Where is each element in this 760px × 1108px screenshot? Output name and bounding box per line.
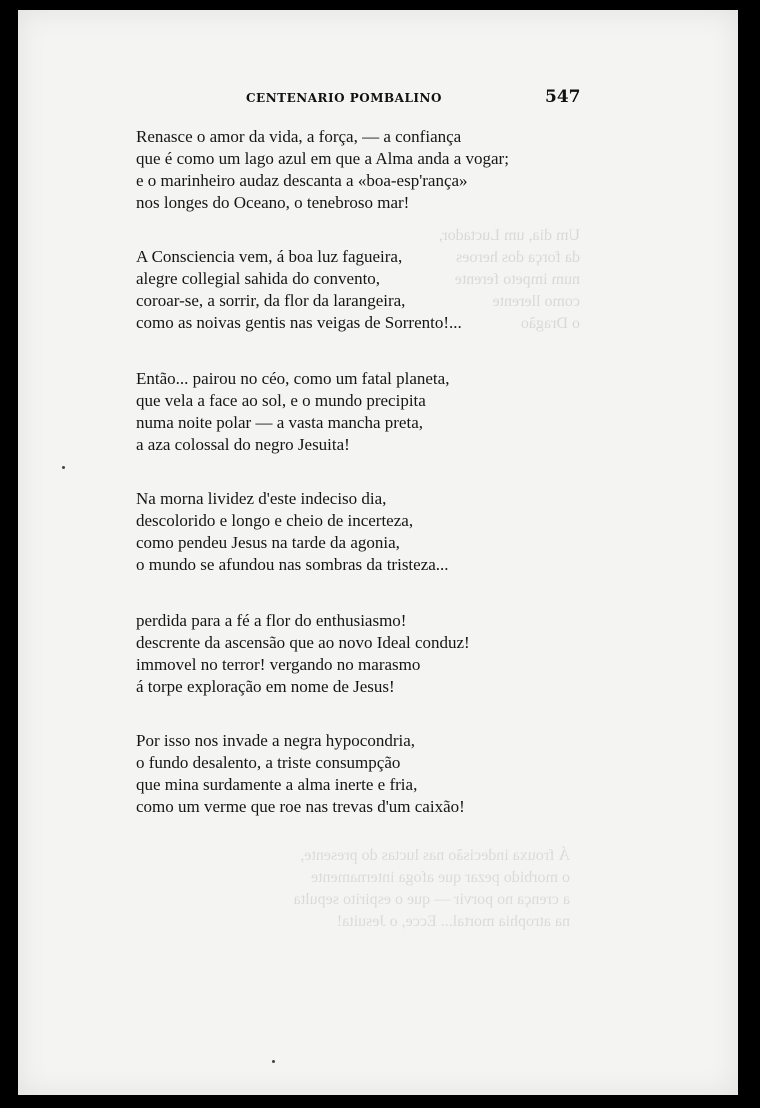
poem-line: que mina surdamente a alma inerte e fria, — [136, 775, 418, 794]
show-through-text-lower: Á frouxa indecisão nas luctas do presente, o morbido pezar que afoga internamente a crença no porvir — que o espirito sepulta na atrophia mortal... Ecce, o Jesuita! — [293, 847, 570, 930]
poem-line: que é como um lago azul em que a Alma anda a vogar; — [136, 149, 509, 168]
stanza — [136, 488, 449, 576]
poem-line: immovel no terror! vergando no marasmo — [136, 655, 421, 674]
scan-border-right — [738, 0, 760, 1108]
poem-line: á torpe exploração em nome de Jesus! — [136, 677, 395, 696]
stanza — [136, 246, 462, 334]
stanza — [136, 730, 465, 818]
poem-line: a aza colossal do negro Jesuita! — [136, 435, 350, 454]
poem-line: o mundo se afundou nas sombras da tristeza... — [136, 555, 449, 574]
poem-line: o fundo desalento, a triste consumpção — [136, 753, 401, 772]
poem-line: nos longes do Oceano, o tenebroso mar! — [136, 193, 410, 212]
stanza — [136, 368, 449, 456]
poem-line: e o marinheiro audaz descanta a «boa-esp'rança» — [136, 171, 468, 190]
poem-line: Renasce o amor da vida, a força, — a confiança — [136, 127, 462, 146]
poem-line: que vela a face ao sol, e o mundo precipita — [136, 391, 426, 410]
speck-mark — [62, 466, 65, 469]
poem-line: numa noite polar — a vasta mancha preta, — [136, 413, 423, 432]
poem-line: como pendeu Jesus na tarde da agonia, — [136, 533, 400, 552]
page-number: 547 — [545, 87, 581, 107]
speck-mark — [272, 1060, 275, 1063]
poem-line: descolorido e longo e cheio de incerteza, — [136, 511, 414, 530]
poem-line: coroar-se, a sorrir, da flor da larangeira, — [136, 291, 406, 310]
poem-line: A Consciencia vem, á boa luz fagueira, — [136, 247, 403, 266]
poem-line: como as noivas gentis nas veigas de Sorrento!... — [136, 313, 462, 332]
stanza — [136, 126, 509, 214]
stanza — [136, 610, 470, 698]
poem-line: Por isso nos invade a negra hypocondria, — [136, 731, 416, 750]
poem-line: Na morna lividez d'este indeciso dia, — [136, 489, 387, 508]
show-through-text: Um dia, um Luctador, da força dos heroes num impeto ferente como llerente o Dragão — [438, 227, 580, 332]
poem-line: perdida para a fé a flor do enthusiasmo! — [136, 611, 407, 630]
poem-line: Então... pairou no céo, como um fatal planeta, — [136, 369, 450, 388]
running-title: CENTENARIO POMBALINO — [246, 91, 442, 105]
poem-line: descrente da ascensão que ao novo Ideal conduz! — [136, 633, 470, 652]
poem-line: alegre collegial sahida do convento, — [136, 269, 381, 288]
poem-line: como um verme que roe nas trevas d'um caixão! — [136, 797, 465, 816]
